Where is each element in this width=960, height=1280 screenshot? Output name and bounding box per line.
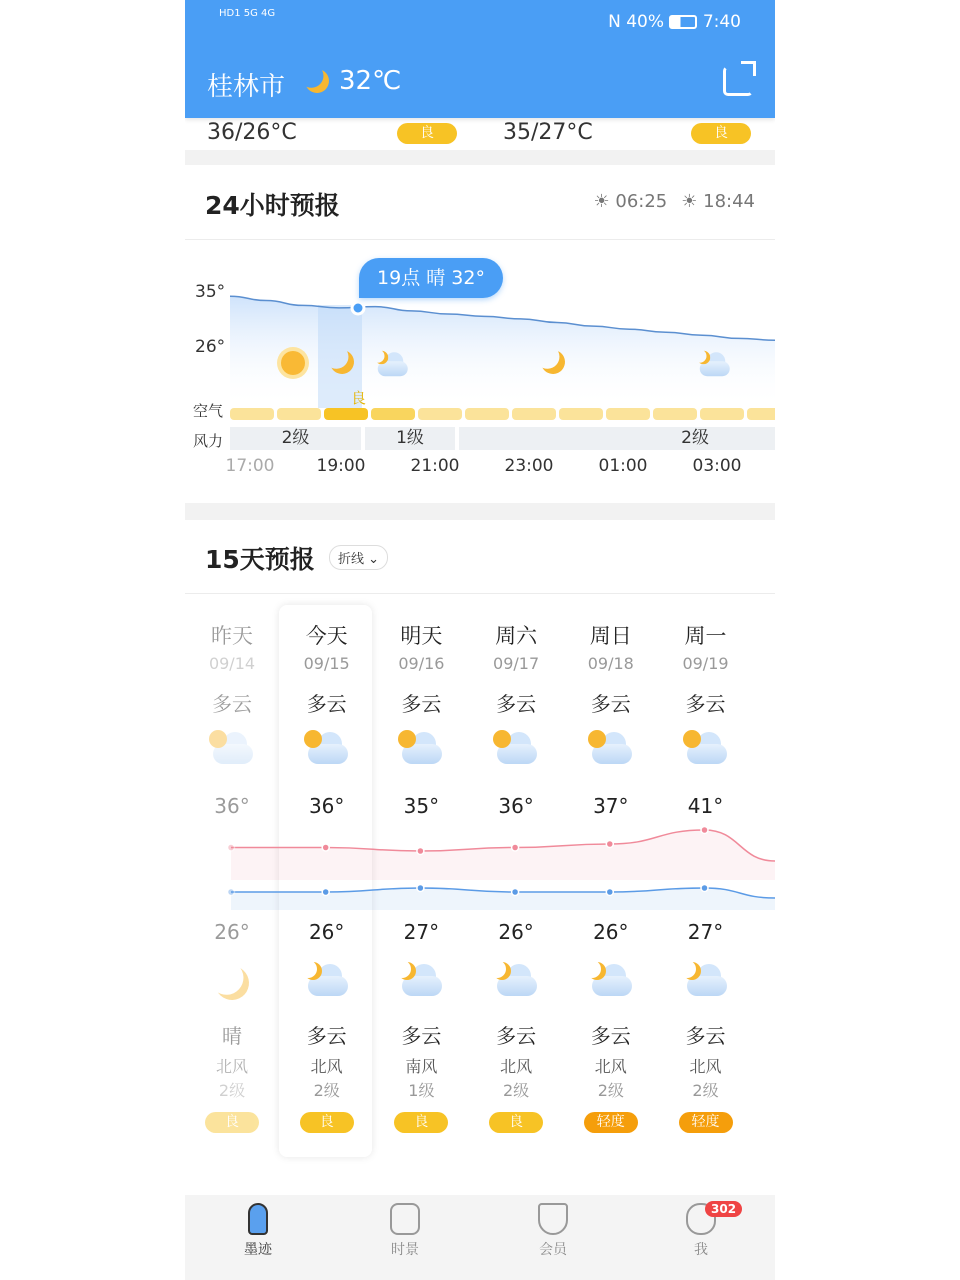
air-quality-bar xyxy=(418,408,462,420)
wind-direction: 北风 xyxy=(310,1057,343,1076)
partly-cloudy-night-icon xyxy=(304,966,350,996)
low-temp-line-point xyxy=(228,889,235,896)
phone-screen xyxy=(185,0,775,1280)
wind-level: 2级 xyxy=(597,1081,624,1100)
air-quality-bar xyxy=(700,408,744,420)
divider xyxy=(185,503,775,520)
air-quality-bar xyxy=(465,408,509,420)
nav-label: 时景 xyxy=(391,1242,419,1258)
night-condition: 多云 xyxy=(685,1024,726,1048)
hourly-temp-area xyxy=(230,296,775,408)
day-date: 09/16 xyxy=(398,654,445,673)
day-column[interactable] xyxy=(185,620,279,794)
high-temp-line-point xyxy=(228,844,235,851)
high-temp-line-point xyxy=(322,844,329,851)
peek-right-temp: 35/27°C xyxy=(503,120,593,145)
partly-cloudy-icon xyxy=(398,734,444,764)
high-temp-line-point xyxy=(606,841,613,848)
status-right xyxy=(608,12,741,32)
rocket-icon xyxy=(248,1203,268,1235)
day-name: 周一 xyxy=(684,624,727,648)
air-quality-bar xyxy=(371,408,415,420)
chart-mode-label: 折线 xyxy=(338,552,365,567)
night-info xyxy=(564,962,658,1133)
night-info xyxy=(659,962,753,1133)
day-name: 明天 xyxy=(400,624,443,648)
high-temp: 36° xyxy=(498,794,534,818)
air-quality-bar xyxy=(512,408,556,420)
wind-level: 2级 xyxy=(313,1081,340,1100)
low-temp: 26° xyxy=(214,920,250,944)
day-condition: 多云 xyxy=(590,692,631,716)
chart-mode-dropdown[interactable] xyxy=(329,545,388,570)
partly-cloudy-night-icon xyxy=(375,354,410,377)
moon-icon xyxy=(210,961,254,1005)
peek-row xyxy=(185,120,775,148)
nav-label: 我 xyxy=(694,1242,708,1258)
day-date: 09/15 xyxy=(303,654,350,673)
hour-tooltip: 19点 晴 32° xyxy=(359,258,503,298)
air-quality-badge: 良 xyxy=(300,1112,354,1133)
wind-segment: 2级 xyxy=(459,427,775,450)
high-temp-line-area xyxy=(231,830,775,880)
app-header xyxy=(185,0,775,118)
wind-segment: 2级 xyxy=(230,427,361,450)
wind-level: 2级 xyxy=(692,1081,719,1100)
air-quality-badge: 轻度 xyxy=(679,1112,733,1133)
daily-temp-chart xyxy=(185,800,775,930)
partly-cloudy-icon xyxy=(304,734,350,764)
low-temp-line-point xyxy=(606,889,613,896)
day-name: 昨天 xyxy=(211,624,253,648)
partly-cloudy-night-icon xyxy=(697,354,732,377)
low-temp: 27° xyxy=(403,920,440,944)
sunset-icon: ☀ xyxy=(681,191,698,212)
day-column[interactable] xyxy=(659,620,753,794)
sunset-time: 18:44 xyxy=(703,191,755,212)
hour-label: 19:00 xyxy=(316,456,366,476)
air-quality-badge: 良 xyxy=(205,1112,259,1133)
nfc-icon: N xyxy=(608,12,621,32)
divider xyxy=(185,593,775,594)
selected-hour-point xyxy=(352,302,364,314)
air-quality-bar xyxy=(324,408,368,420)
day-name: 周六 xyxy=(495,624,538,648)
share-icon[interactable] xyxy=(723,66,753,96)
partly-cloudy-night-icon xyxy=(493,966,539,996)
day-column[interactable] xyxy=(564,620,658,794)
day-date: 09/14 xyxy=(208,654,256,673)
y-label-high: 35° xyxy=(195,282,226,302)
hour-label: 17:00 xyxy=(225,456,275,476)
night-info xyxy=(280,962,374,1133)
nav-item-me[interactable] xyxy=(661,1203,741,1259)
peek-left-aq: 良 xyxy=(397,123,457,144)
city-name[interactable]: 桂林市 xyxy=(207,72,286,102)
sunrise-icon: ☀ xyxy=(593,191,610,212)
nav-label: 墨迹 xyxy=(244,1242,272,1258)
air-quality-badge: 良 xyxy=(394,1112,448,1133)
night-condition: 多云 xyxy=(401,1024,442,1048)
night-info xyxy=(185,962,279,1133)
sun-icon xyxy=(281,351,305,375)
air-quality-badge: 良 xyxy=(489,1112,543,1133)
high-temp-line-point xyxy=(512,844,519,851)
high-temp-line-point xyxy=(417,848,424,855)
peek-left-temp: 36/26°C xyxy=(207,120,297,145)
night-info xyxy=(469,962,563,1133)
notification-badge: 302 xyxy=(705,1201,742,1217)
air-label: 空气 xyxy=(193,402,224,420)
low-temp-line-point xyxy=(417,885,424,892)
partly-cloudy-icon xyxy=(493,734,539,764)
moon-icon xyxy=(302,66,333,97)
partly-cloudy-night-icon xyxy=(398,966,444,996)
air-quality-bar xyxy=(653,408,697,420)
low-temp: 27° xyxy=(687,920,724,944)
high-temp: 41° xyxy=(687,794,724,818)
wind-label: 风力 xyxy=(193,432,224,450)
signal-indicators: HD1 5G 4G xyxy=(219,8,276,19)
image-icon xyxy=(390,1203,420,1235)
nav-item-shijing[interactable] xyxy=(365,1203,445,1259)
nav-label: 会员 xyxy=(539,1242,567,1258)
wind-segment: 1级 xyxy=(365,427,455,450)
high-temp: 35° xyxy=(403,794,440,818)
low-temp: 26° xyxy=(308,920,345,944)
night-info xyxy=(374,962,468,1133)
sun-times xyxy=(594,191,756,212)
current-weather xyxy=(305,66,401,96)
divider xyxy=(185,239,775,240)
day-condition: 多云 xyxy=(306,692,347,716)
divider xyxy=(185,150,775,165)
vip-icon xyxy=(538,1203,568,1235)
wind-direction: 北风 xyxy=(689,1057,722,1076)
hour-label: 21:00 xyxy=(410,456,460,476)
wind-level: 2级 xyxy=(218,1081,246,1100)
day-date: 09/19 xyxy=(682,654,729,673)
partly-cloudy-icon xyxy=(683,734,729,764)
high-temp: 36° xyxy=(214,794,250,818)
night-condition: 晴 xyxy=(222,1024,242,1048)
hour-label: 01:00 xyxy=(598,456,648,476)
night-condition: 多云 xyxy=(306,1024,347,1048)
nav-item-moji[interactable] xyxy=(218,1203,298,1259)
hour-label: 03:00 xyxy=(692,456,742,476)
day-condition: 多云 xyxy=(496,692,537,716)
peek-right-aq: 良 xyxy=(691,123,751,144)
wind-level: 2级 xyxy=(503,1081,530,1100)
day-condition: 多云 xyxy=(401,692,442,716)
day-name: 周日 xyxy=(589,624,632,648)
wind-direction: 北风 xyxy=(594,1057,627,1076)
y-label-low: 26° xyxy=(195,337,226,357)
low-temp-line-point xyxy=(701,885,708,892)
current-temp: 32℃ xyxy=(339,66,402,96)
hour-label: 23:00 xyxy=(504,456,554,476)
sunrise-time: 06:25 xyxy=(615,191,668,212)
hourly-title: 24小时预报 xyxy=(205,191,340,220)
day-column[interactable] xyxy=(469,620,563,794)
air-quality-badge: 轻度 xyxy=(584,1112,638,1133)
partly-cloudy-night-icon xyxy=(588,966,634,996)
daily-title: 15天预报 xyxy=(205,545,315,574)
day-date: 09/18 xyxy=(587,654,634,673)
high-temp: 36° xyxy=(308,794,345,818)
air-quality-bar xyxy=(747,408,775,420)
day-name: 今天 xyxy=(305,624,348,648)
low-temp: 26° xyxy=(593,920,629,944)
low-temp: 26° xyxy=(498,920,534,944)
air-quality-bar xyxy=(559,408,603,420)
wind-level: 1级 xyxy=(408,1081,435,1100)
chevron-down-icon: ⌄ xyxy=(368,552,380,567)
low-temp-line-point xyxy=(512,889,519,896)
clock: 7:40 xyxy=(702,12,741,32)
partly-cloudy-icon xyxy=(209,734,255,764)
night-condition: 多云 xyxy=(496,1024,537,1048)
air-selected-label: 良 xyxy=(351,389,367,407)
day-column[interactable] xyxy=(280,620,374,794)
partly-cloudy-icon xyxy=(588,734,634,764)
bottom-nav xyxy=(185,1195,775,1280)
high-temp-line-point xyxy=(701,827,708,834)
battery-percent: 40% xyxy=(626,12,664,32)
high-temp: 37° xyxy=(593,794,629,818)
wind-direction: 北风 xyxy=(500,1057,533,1076)
wind-direction: 南风 xyxy=(405,1057,438,1076)
day-condition: 多云 xyxy=(685,692,726,716)
partly-cloudy-night-icon xyxy=(683,966,729,996)
day-condition: 多云 xyxy=(212,692,252,716)
day-column[interactable] xyxy=(374,620,468,794)
nav-item-vip[interactable] xyxy=(513,1203,593,1259)
battery-icon xyxy=(669,15,697,29)
day-date: 09/17 xyxy=(493,654,540,673)
air-quality-bar xyxy=(606,408,650,420)
wind-direction: 北风 xyxy=(215,1057,248,1076)
air-quality-bar xyxy=(230,408,274,420)
air-quality-bar xyxy=(277,408,321,420)
low-temp-line-point xyxy=(322,889,329,896)
night-condition: 多云 xyxy=(590,1024,631,1048)
